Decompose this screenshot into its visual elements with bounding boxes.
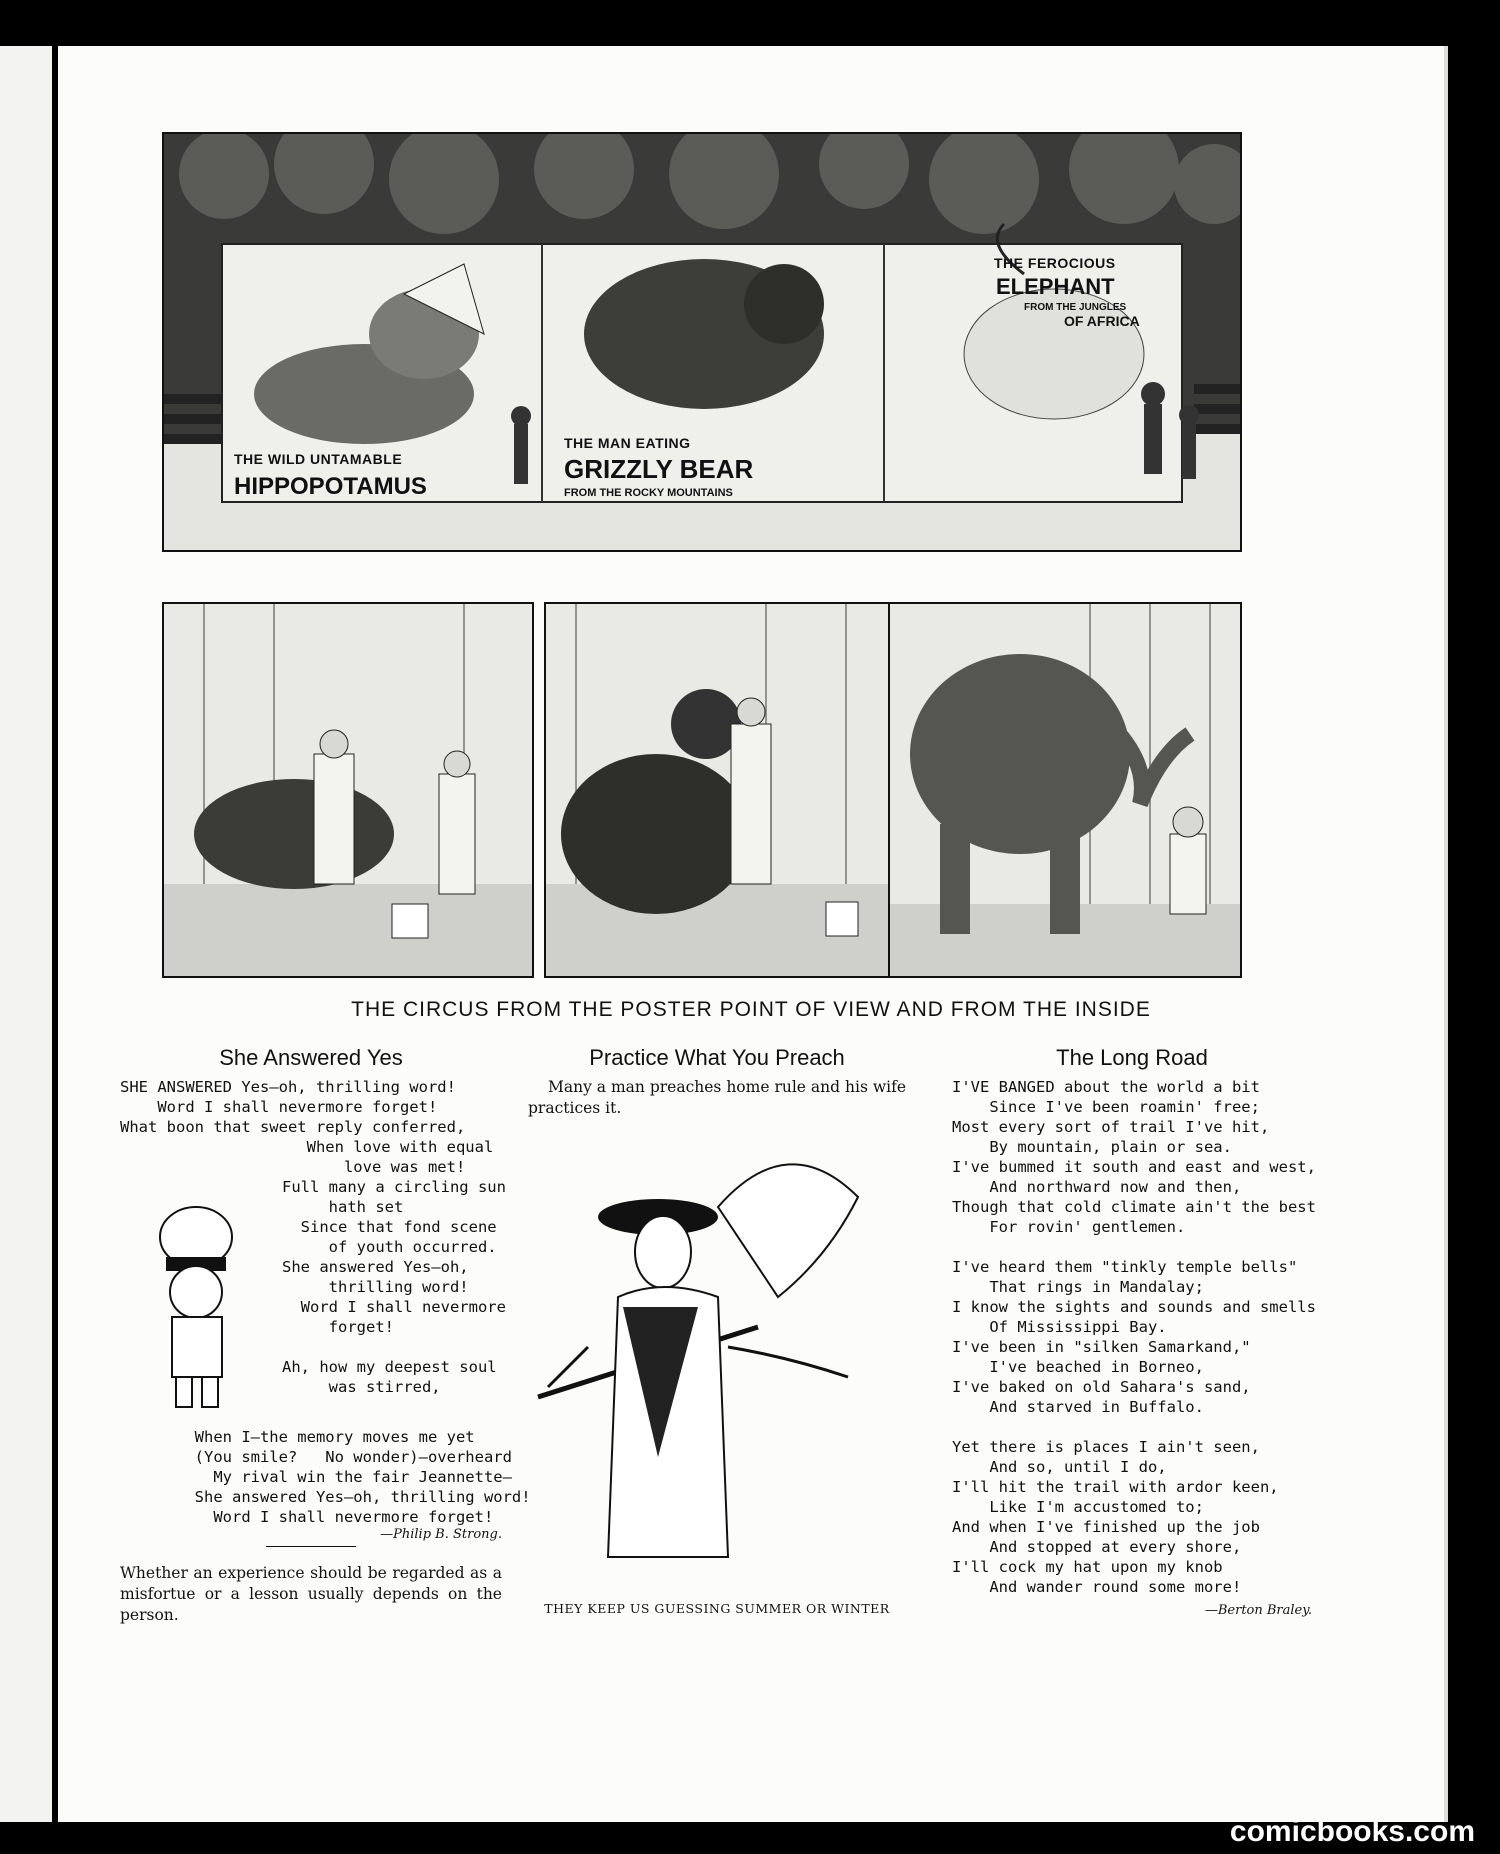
left-column [120, 1045, 512, 1626]
middle-column [528, 1045, 906, 1616]
elephant-poster-line4: OF AFRICA [1064, 313, 1140, 329]
bear-inside-illustration [546, 604, 888, 976]
hippo-inside-panel [162, 602, 534, 978]
bear-poster-line3: FROM THE ROCKY MOUNTAINS [564, 487, 733, 499]
bear-inside-panel [544, 602, 890, 978]
divider-rule [266, 1546, 356, 1547]
poem-verse-bottom: When I—the memory moves me yet (You smile? No wonder)—overheard My rival win the fair Jeannette— She answered Yes—oh, thrilling Word I shall nevermore forget! [194, 1428, 512, 1526]
filler-home-rule: Many a man preaches home rule and his wife practices it. [528, 1078, 906, 1117]
poem-title-long-road: The Long Road [1056, 1045, 1208, 1070]
elephant-poster-line1: THE FEROCIOUS [994, 255, 1116, 271]
elephant-inside-illustration [890, 604, 1240, 976]
poem-byline-strong: —Philip B. Strong. [380, 1527, 502, 1542]
bear-poster-line1: THE MAN EATING [564, 435, 691, 451]
right-column [952, 1045, 1316, 1618]
child-in-helmet-illustration [126, 1187, 266, 1417]
poster-panel [162, 132, 1242, 552]
illustration-caption: THEY KEEP US GUESSING SUMMER OR WINTER [544, 1601, 890, 1616]
elephant-poster-line2: ELEPHANT [996, 274, 1115, 299]
poem-title-she-answered-yes: She Answered Yes [219, 1045, 403, 1070]
elephant-poster-line3: FROM THE JUNGLES [1024, 302, 1127, 313]
elephant-inside-panel [888, 602, 1242, 978]
site-watermark: comicbooks.com [1229, 1815, 1475, 1848]
hippo-poster-line1: THE WILD UNTAMABLE [234, 451, 403, 467]
poem-byline-braley: —Berton Braley. [1204, 1603, 1312, 1618]
facing-page-strip [0, 46, 52, 1822]
poster-scene-illustration [164, 134, 1240, 550]
page-edge [1444, 46, 1448, 1822]
poem-long-road: I'VE BANGED about the world a bit Since I've been roamin' free; Most every sort of trail I've hit, By mountain, plain or sea. I've bummed it south and east and west, And northward now and then, Though that cold climate ain't the best For rovin' gentlemen. I've heard them "tinkly temple bells" That rings in Mandalay; I know the sights and sounds and smells Of Mississippi Bay. I've been in "silken Samarkand," I've beached in Borneo, I've baked on old Sahara's sand, And starved in Buffalo. Yet there is places I ain't seen, And so, until I do, I'll hit the trail with ardor keen, Like I'm accustomed to; And when I've finished up the job And stopped at every shore, I'll cock my hat upon my knob And wander round some more! [952, 1078, 1316, 1596]
filler-misfortune: Whether an experience should be regarded as a misfortue or a lesson usually depends on the person. [120, 1564, 502, 1624]
poem-verse-top: SHE ANSWERED Yes—oh, thrilling word! Word I shall nevermore forget! What boon that sweet reply conferred, When love with equal love was met! [120, 1078, 494, 1176]
hippo-inside-illustration [164, 604, 532, 976]
woman-with-umbrella-illustration [528, 1127, 906, 1597]
poem-verse-side: Full many a circling sun hath set Since that fond scene of youth occurred. She answered Yes—oh, thrilling word! Word I shall nevermore forget! Ah, how my deepest soul was stirred, [282, 1178, 506, 1396]
bear-poster-line2: GRIZZLY BEAR [564, 454, 754, 484]
hippo-poster-line2: HIPPOPOTAMUS [234, 473, 427, 500]
title-practice-what-you-preach: Practice What You Preach [589, 1045, 845, 1070]
main-caption: THE CIRCUS FROM THE POSTER POINT OF VIEW AND FROM THE INSIDE [351, 998, 1151, 1021]
